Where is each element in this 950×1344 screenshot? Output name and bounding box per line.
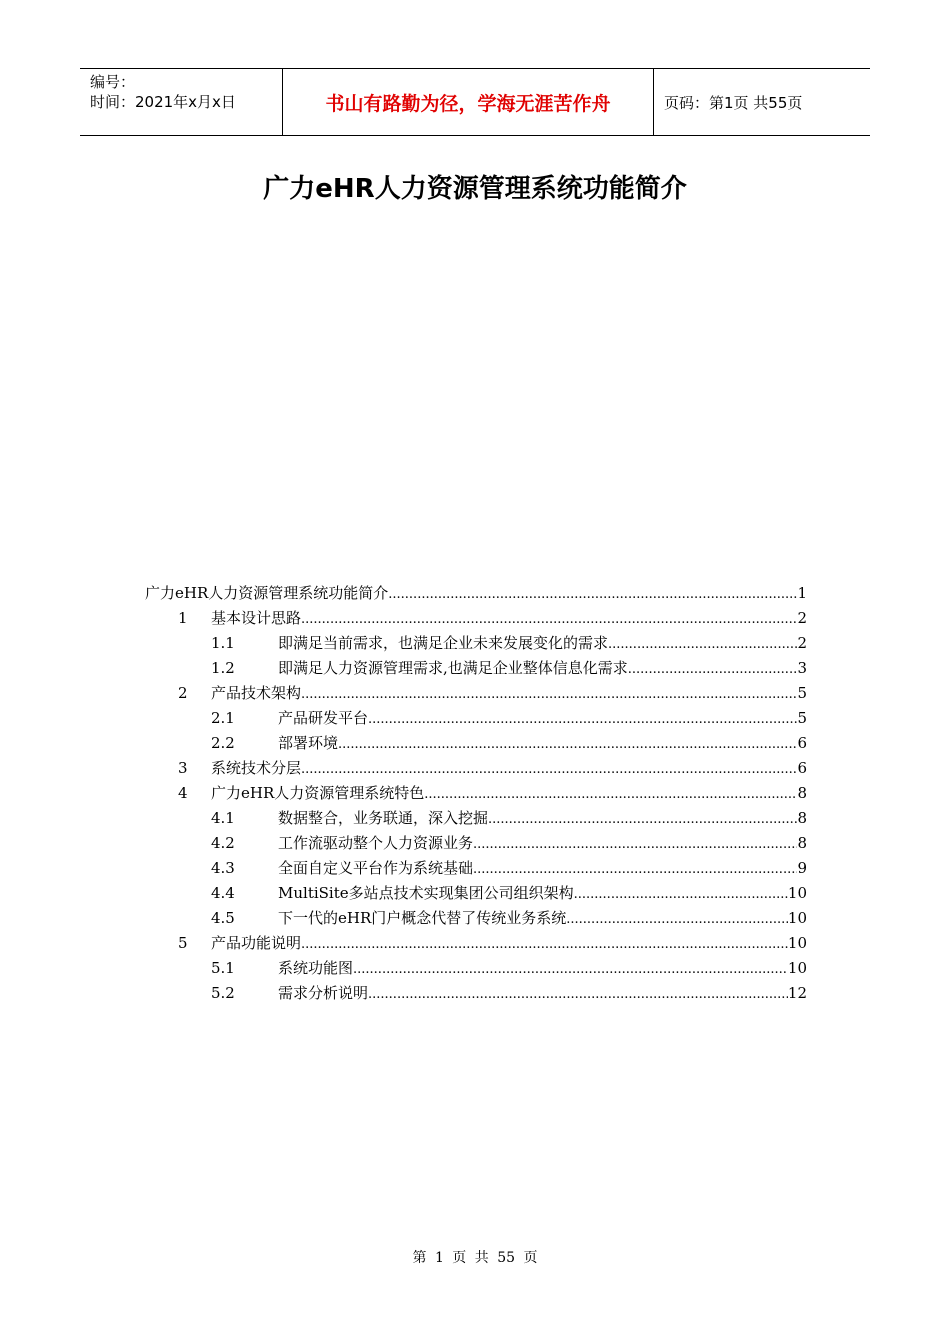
toc-entry-page: 10 bbox=[787, 884, 807, 902]
toc-leader-dots bbox=[388, 585, 797, 602]
toc-entry-text: 即满足当前需求，也满足企业未来发展变化的需求 bbox=[278, 634, 609, 652]
toc-leader-dots bbox=[574, 885, 788, 902]
toc-entry[interactable] bbox=[145, 582, 807, 607]
toc-leader-dots bbox=[424, 785, 797, 802]
toc-entry-text: 需求分析说明 bbox=[278, 984, 369, 1002]
toc-entry-number: 4.2 bbox=[211, 834, 235, 852]
toc-entry-text: 广力eHR人力资源管理系统特色 bbox=[211, 784, 425, 802]
toc-entry-page: 6 bbox=[797, 759, 807, 777]
toc-entry-number: 4.3 bbox=[211, 859, 235, 877]
toc-entry-text: 产品研发平台 bbox=[278, 709, 369, 727]
toc-entry[interactable] bbox=[145, 707, 807, 732]
toc-entry-text: 全面自定义平台作为系统基础 bbox=[278, 859, 474, 877]
toc-leader-dots bbox=[566, 910, 788, 927]
toc-entry-number: 4 bbox=[178, 784, 188, 802]
toc-entry[interactable] bbox=[145, 907, 807, 932]
toc-entry-number: 5.1 bbox=[211, 959, 235, 977]
toc-entry-text: 工作流驱动整个人力资源业务 bbox=[278, 834, 474, 852]
toc-entry-text: 部署环境 bbox=[278, 734, 339, 752]
toc-leader-dots bbox=[608, 635, 797, 652]
toc-entry-number: 1.2 bbox=[211, 659, 235, 677]
toc-leader-dots bbox=[368, 985, 788, 1002]
table-of-contents bbox=[145, 582, 807, 1007]
toc-entry-page: 10 bbox=[787, 909, 807, 927]
toc-entry[interactable] bbox=[145, 857, 807, 882]
toc-entry-number: 4.1 bbox=[211, 809, 235, 827]
toc-leader-dots bbox=[353, 960, 788, 977]
toc-entry-text: 即满足人力资源管理需求,也满足企业整体信息化需求 bbox=[278, 659, 628, 677]
toc-leader-dots bbox=[301, 760, 797, 777]
toc-entry-text: 下一代的eHR门户概念代替了传统业务系统 bbox=[278, 909, 567, 927]
toc-entry-text: 系统技术分层 bbox=[211, 759, 302, 777]
toc-entry[interactable] bbox=[145, 882, 807, 907]
toc-leader-dots bbox=[488, 810, 797, 827]
toc-entry[interactable] bbox=[145, 632, 807, 657]
number-label: 编号： bbox=[90, 73, 136, 91]
toc-entry[interactable] bbox=[145, 607, 807, 632]
document-title: 广力eHR人力资源管理系统功能简介 bbox=[263, 174, 687, 204]
toc-entry-page: 12 bbox=[787, 984, 807, 1002]
toc-entry[interactable] bbox=[145, 957, 807, 982]
toc-entry-text: MultiSite多站点技术实现集团公司组织架构 bbox=[278, 884, 574, 902]
header-page-label: 页码：第1页 共55页 bbox=[664, 93, 803, 112]
toc-entry[interactable] bbox=[145, 782, 807, 807]
toc-entry-page: 3 bbox=[797, 659, 807, 677]
toc-entry-number: 2.1 bbox=[211, 709, 235, 727]
toc-entry[interactable] bbox=[145, 732, 807, 757]
toc-leader-dots bbox=[301, 935, 788, 952]
toc-leader-dots bbox=[338, 735, 797, 752]
toc-leader-dots bbox=[473, 860, 797, 877]
toc-entry[interactable] bbox=[145, 657, 807, 682]
toc-entry-page: 6 bbox=[797, 734, 807, 752]
toc-leader-dots bbox=[301, 610, 797, 627]
toc-entry-number: 2 bbox=[178, 684, 188, 702]
toc-entry-text: 产品技术架构 bbox=[211, 684, 302, 702]
toc-entry-number: 4.5 bbox=[211, 909, 235, 927]
toc-entry-number: 1.1 bbox=[211, 634, 235, 652]
toc-entry[interactable] bbox=[145, 932, 807, 957]
toc-entry-number: 5 bbox=[178, 934, 188, 952]
page-footer: 第 1 页 共 55 页 bbox=[412, 1250, 538, 1266]
toc-leader-dots bbox=[628, 660, 798, 677]
page-header bbox=[80, 68, 870, 136]
toc-entry-number: 4.4 bbox=[211, 884, 235, 902]
toc-entry-page: 2 bbox=[797, 634, 807, 652]
toc-entry-text: 广力eHR人力资源管理系统功能简介 bbox=[145, 584, 389, 602]
toc-entry-page: 5 bbox=[797, 684, 807, 702]
toc-leader-dots bbox=[473, 835, 797, 852]
toc-entry-page: 8 bbox=[797, 834, 807, 852]
toc-leader-dots bbox=[368, 710, 797, 727]
toc-entry-number: 3 bbox=[178, 759, 188, 777]
toc-entry[interactable] bbox=[145, 807, 807, 832]
toc-entry[interactable] bbox=[145, 832, 807, 857]
toc-entry-number: 1 bbox=[178, 609, 188, 627]
toc-entry[interactable] bbox=[145, 757, 807, 782]
header-motto: 书山有路勤为径，学海无涯苦作舟 bbox=[282, 69, 654, 135]
toc-entry-page: 2 bbox=[797, 609, 807, 627]
toc-entry-text: 系统功能图 bbox=[278, 959, 354, 977]
toc-entry-page: 5 bbox=[797, 709, 807, 727]
toc-entry-page: 9 bbox=[797, 859, 807, 877]
toc-entry-page: 10 bbox=[787, 934, 807, 952]
toc-leader-dots bbox=[301, 685, 797, 702]
toc-entry-page: 10 bbox=[787, 959, 807, 977]
header-meta bbox=[80, 69, 282, 135]
toc-entry[interactable] bbox=[145, 682, 807, 707]
toc-entry-text: 产品功能说明 bbox=[211, 934, 302, 952]
toc-entry-page: 8 bbox=[797, 809, 807, 827]
toc-entry-number: 5.2 bbox=[211, 984, 235, 1002]
time-label: 时间：2021年x月x日 bbox=[90, 93, 236, 111]
toc-entry-page: 8 bbox=[797, 784, 807, 802]
toc-entry[interactable] bbox=[145, 982, 807, 1007]
toc-entry-text: 数据整合，业务联通，深入挖掘 bbox=[278, 809, 489, 827]
toc-entry-page: 1 bbox=[797, 584, 807, 602]
toc-entry-text: 基本设计思路 bbox=[211, 609, 302, 627]
toc-entry-number: 2.2 bbox=[211, 734, 235, 752]
